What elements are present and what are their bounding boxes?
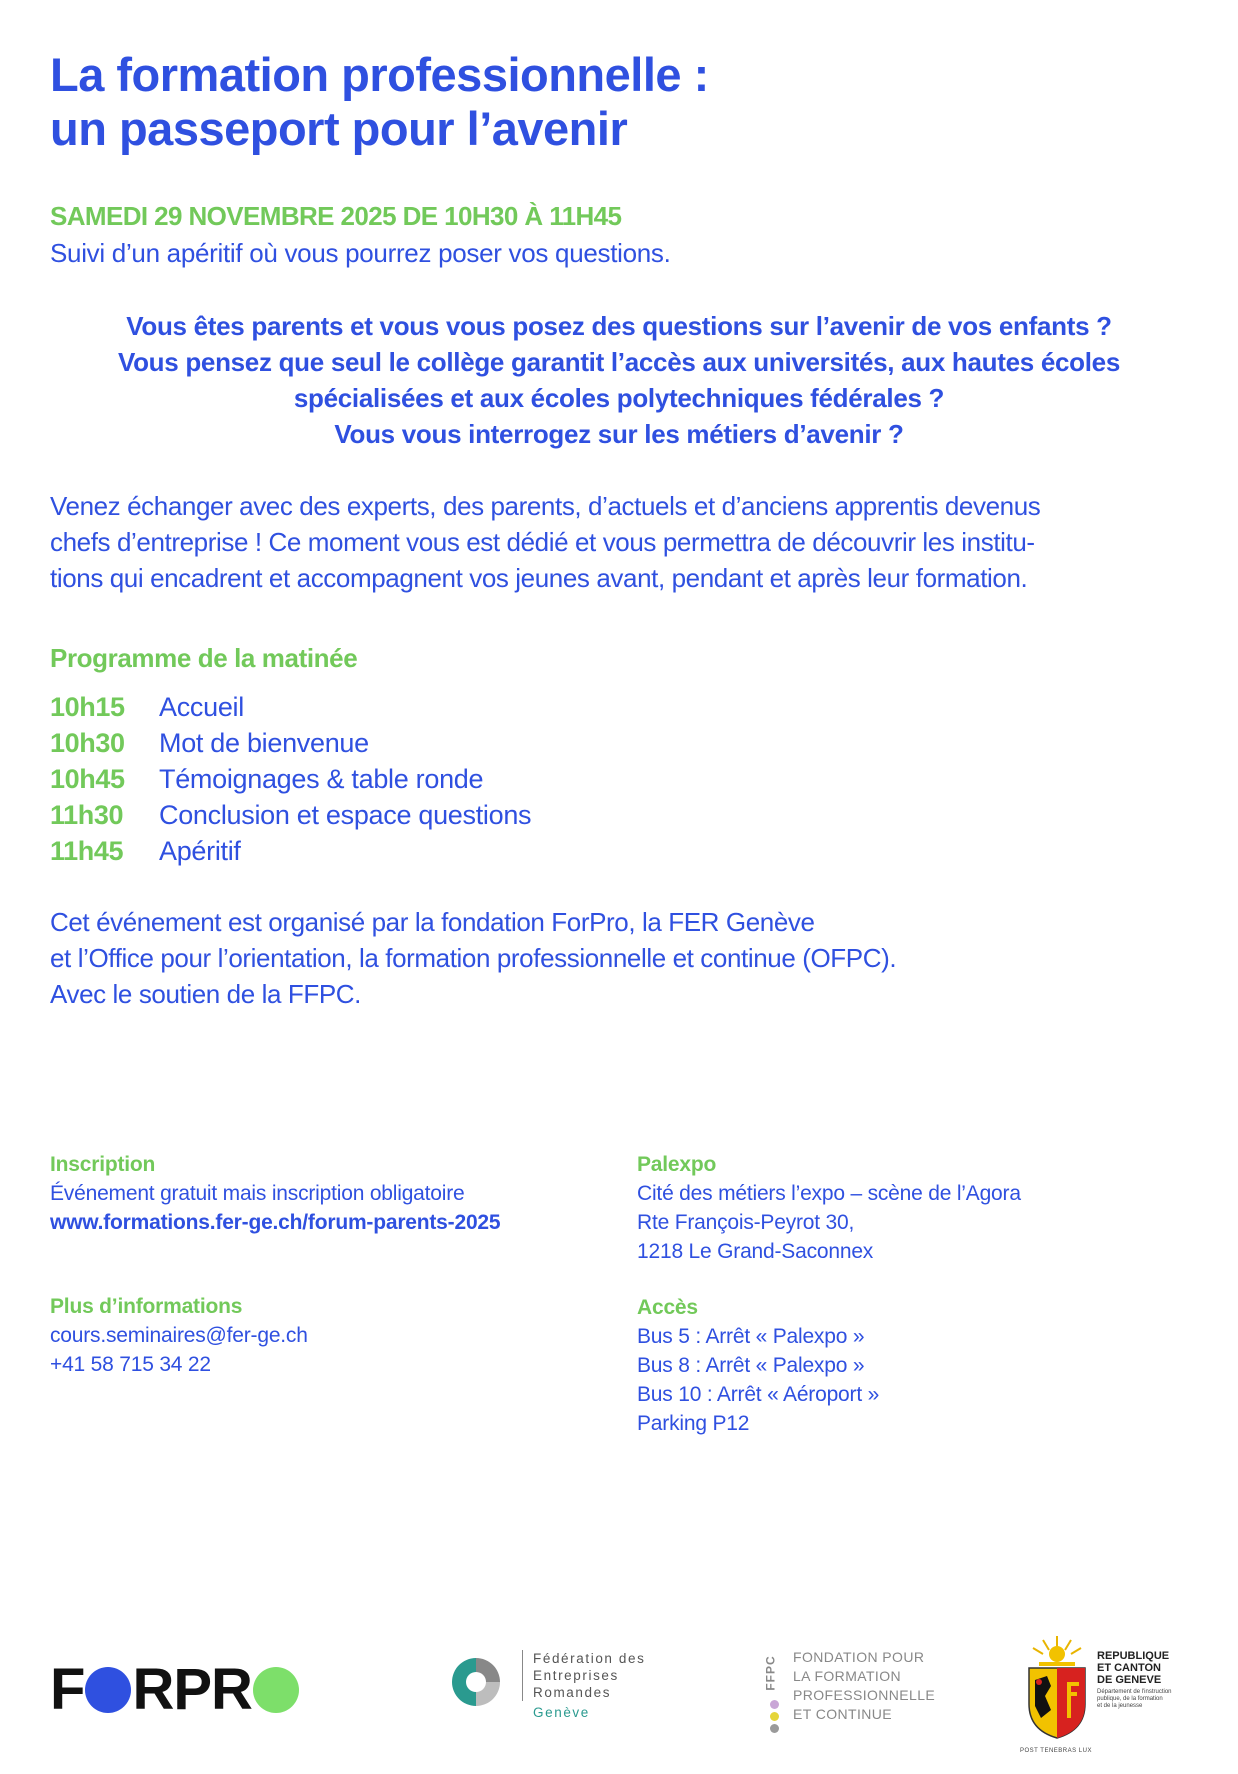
schedule-row <box>50 797 531 833</box>
fer-name-line: Fédération des <box>533 1651 646 1666</box>
event-subtitle: Suivi d’un apéritif où vous pourrez poser vos questions. <box>50 238 671 268</box>
forpro-letter: F <box>50 1657 85 1722</box>
inscription-block <box>50 1150 500 1237</box>
schedule-time: 10h30 <box>50 728 125 758</box>
geneve-name <box>1097 1650 1172 1749</box>
contact-email-link[interactable]: cours.seminaires@fer-ge.ch <box>50 1324 308 1347</box>
schedule-activity: Accueil <box>159 692 244 722</box>
contact-heading: Plus d’informations <box>50 1295 243 1318</box>
ffpc-dot-icon <box>770 1700 779 1709</box>
geneve-title-line: DE GENEVE <box>1097 1674 1162 1686</box>
schedule-time: 11h30 <box>50 800 124 830</box>
forpro-green-circle-icon <box>253 1667 299 1713</box>
geneve-dept-line: et de la jeunesse <box>1097 1703 1143 1709</box>
organizer-line: Avec le soutien de la FFPC. <box>50 979 361 1009</box>
access-heading: Accès <box>637 1296 698 1319</box>
question-line: Vous pensez que seul le collège garantit l’accès aux universités, aux hautes écoles <box>117 347 1121 377</box>
venue-heading: Palexpo <box>637 1153 717 1176</box>
event-date: SAMEDI 29 NOVEMBRE 2025 DE 10H30 À 11H45 <box>50 201 622 231</box>
forpro-blue-circle-icon <box>85 1667 131 1713</box>
schedule-time: 11h45 <box>50 836 124 866</box>
venue-block <box>637 1150 1021 1266</box>
organizer-line: Cet événement est organisé par la fondation ForPro, la FER Genève <box>50 907 815 937</box>
geneve-title-line: REPUBLIQUE <box>1097 1650 1170 1662</box>
schedule-row <box>50 833 531 869</box>
geneve-dept-line: publique, de la formation <box>1097 1696 1163 1702</box>
geneve-department <box>1097 1689 1172 1710</box>
fer-name-line: Romandes <box>533 1685 612 1700</box>
ffpc-dot-icon <box>770 1712 779 1721</box>
partner-logos <box>0 1630 1238 1760</box>
venue-line: Cité des métiers l’expo – scène de l’Agora <box>637 1182 1021 1205</box>
schedule-row <box>50 761 531 797</box>
question-line: Vous êtes parents et vous vous posez des questions sur l’avenir de vos enfants ? <box>126 311 1112 341</box>
inscription-heading: Inscription <box>50 1153 156 1176</box>
schedule-time: 10h15 <box>50 692 125 722</box>
questions-block <box>40 308 1198 452</box>
ffpc-name-line: PROFESSIONNELLE <box>793 1687 936 1703</box>
ffpc-name-line: FONDATION POUR <box>793 1649 925 1665</box>
ffpc-name <box>793 1648 935 1728</box>
geneve-coat-of-arms-icon <box>1025 1634 1089 1749</box>
schedule-activity: Apéritif <box>159 836 241 866</box>
schedule-time: 10h45 <box>50 764 125 794</box>
schedule-activity: Mot de bienvenue <box>159 728 369 758</box>
ffpc-name-line: ET CONTINUE <box>793 1706 893 1722</box>
organizer-line: et l’Office pour l’orientation, la formation professionnelle et continue (OFPC). <box>50 943 897 973</box>
ffpc-dot-icon <box>770 1724 779 1733</box>
intro-line: chefs d’entreprise ! Ce moment vous est dédié et vous permettra de découvrir les institu- <box>50 527 1035 557</box>
registration-link[interactable]: www.formations.fer-ge.ch/forum-parents-2025 <box>50 1211 501 1234</box>
access-line: Parking P12 <box>637 1412 750 1435</box>
forpro-letter: P <box>173 1657 212 1722</box>
question-line: spécialisées et aux écoles polytechniques fédérales ? <box>293 383 945 413</box>
access-block <box>637 1293 879 1438</box>
venue-line: 1218 Le Grand-Saconnex <box>637 1240 874 1263</box>
page-title <box>50 48 709 156</box>
question-line: Vous vous interrogez sur les métiers d’avenir ? <box>334 419 904 449</box>
intro-line: Venez échanger avec des experts, des parents, d’actuels et d’anciens apprentis devenus <box>50 491 1041 521</box>
fer-city: Genève <box>533 1705 590 1720</box>
access-line: Bus 10 : Arrêt « Aéroport » <box>637 1383 880 1406</box>
fer-logo <box>450 1650 645 1720</box>
geneve-logo <box>1025 1634 1172 1749</box>
schedule-row <box>50 689 531 725</box>
intro-paragraph <box>50 488 1040 596</box>
geneve-title <box>1097 1650 1172 1686</box>
forpro-logo <box>50 1656 300 1723</box>
title-line-1: La formation professionnelle : <box>50 48 709 101</box>
venue-line: Rte François-Peyrot 30, <box>637 1211 855 1234</box>
contact-block <box>50 1292 308 1379</box>
programme-schedule <box>50 689 531 869</box>
fer-ring-icon <box>450 1656 502 1708</box>
fer-name <box>522 1650 645 1701</box>
forpro-letter: R <box>211 1657 252 1722</box>
fer-name-line: Entreprises <box>533 1668 619 1683</box>
geneve-dept-line: Département de l'instruction <box>1097 1689 1172 1695</box>
schedule-activity: Témoignages & table ronde <box>159 764 484 794</box>
title-line-2: un passeport pour l’avenir <box>50 102 628 155</box>
access-line: Bus 5 : Arrêt « Palexpo » <box>637 1325 865 1348</box>
schedule-row <box>50 725 531 761</box>
geneve-title-line: ET CANTON <box>1097 1662 1161 1674</box>
forpro-letter: R <box>132 1657 174 1722</box>
inscription-text: Événement gratuit mais inscription obligatoire <box>50 1182 465 1205</box>
contact-phone[interactable]: +41 58 715 34 22 <box>50 1353 211 1376</box>
schedule-activity: Conclusion et espace questions <box>159 800 532 830</box>
ffpc-logo <box>765 1648 935 1728</box>
organizer-paragraph <box>50 904 896 1012</box>
access-line: Bus 8 : Arrêt « Palexpo » <box>637 1354 865 1377</box>
ffpc-side-mark <box>765 1648 785 1728</box>
intro-line: tions qui encadrent et accompagnent vos jeunes avant, pendant et après leur formation. <box>50 563 1028 593</box>
programme-title: Programme de la matinée <box>50 643 358 673</box>
ffpc-name-line: LA FORMATION <box>793 1668 901 1684</box>
geneve-motto: POST TENEBRAS LUX <box>1020 1748 1092 1754</box>
ffpc-acronym: FFPC <box>763 1655 778 1691</box>
